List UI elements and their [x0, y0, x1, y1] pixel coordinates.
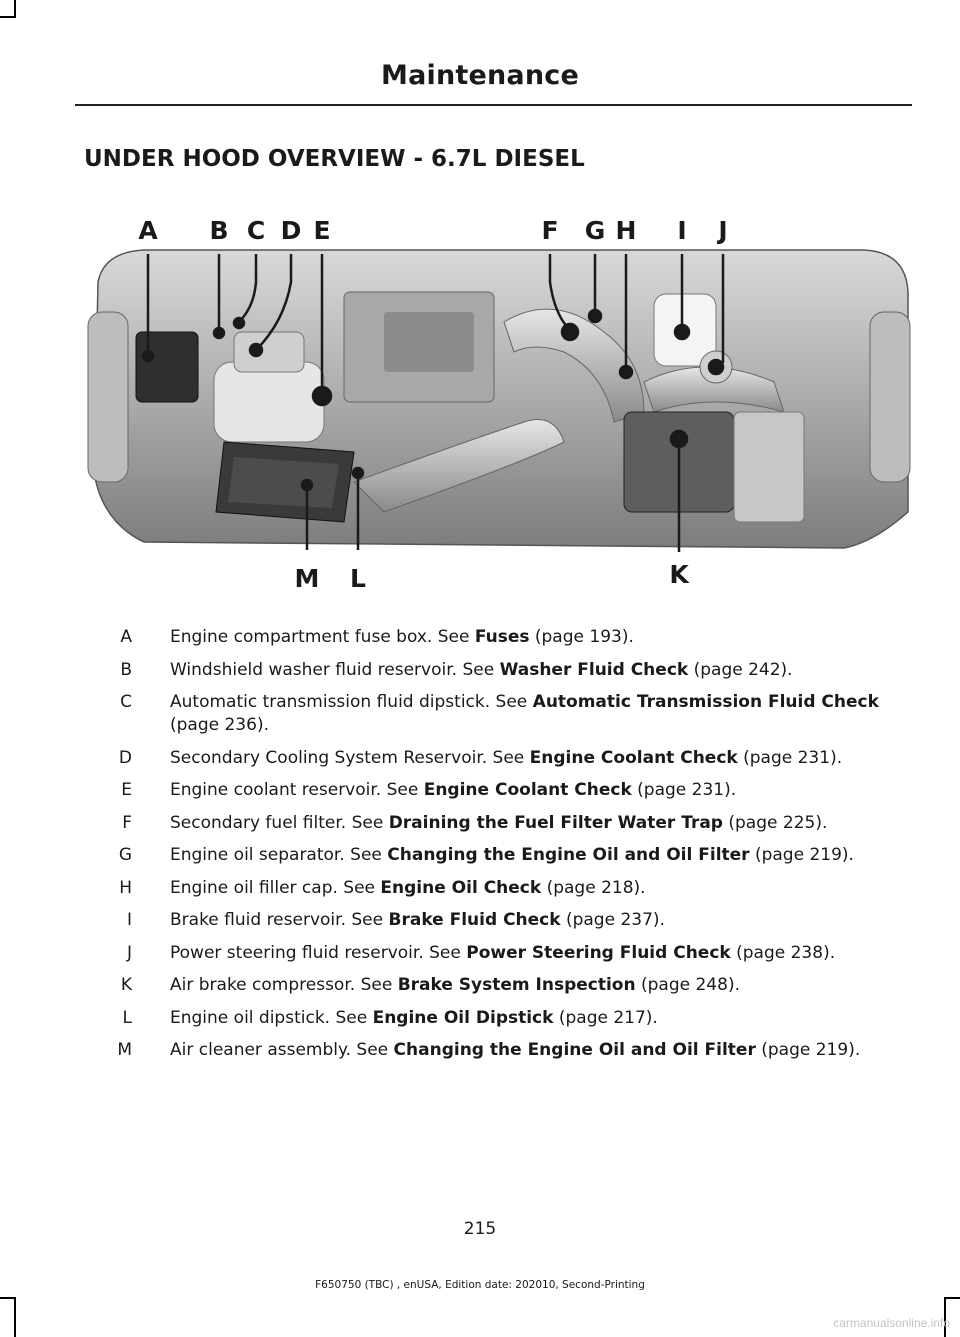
legend-description: Brake fluid reservoir. See [170, 910, 389, 930]
legend-text [170, 747, 914, 770]
legend-row [84, 779, 914, 802]
legend-letter: L [122, 1007, 132, 1028]
edition-footer: F650750 (TBC) , enUSA, Edition date: 202010, Second-Printing [315, 1279, 645, 1291]
legend-text [170, 974, 914, 997]
legend-row [84, 747, 914, 770]
legend-description: Engine oil dipstick. See [170, 1007, 373, 1028]
legend-text [170, 779, 914, 802]
legend-description: Power steering fluid reservoir. See [170, 942, 467, 963]
callout-label-k: K [669, 560, 689, 589]
legend-description: Air cleaner assembly. See [170, 1040, 394, 1060]
legend-description: Engine oil filler cap. See [170, 877, 381, 898]
cross-reference-link[interactable]: Engine Coolant Check [529, 747, 738, 768]
legend-list [84, 626, 914, 1072]
legend-row [84, 909, 914, 932]
cross-reference-link[interactable]: Draining the Fuel Filter Water Trap [388, 812, 723, 833]
page-reference: (page 219). [755, 1040, 861, 1060]
legend-text [170, 1007, 914, 1030]
legend-letter: F [122, 812, 132, 833]
legend-letter: C [120, 692, 132, 712]
legend-text [170, 812, 914, 835]
legend-description: Air brake compressor. See [170, 975, 398, 995]
legend-description: Windshield washer fluid reservoir. See [170, 659, 500, 680]
legend-row [84, 812, 914, 835]
legend-text [170, 877, 914, 900]
callout-label-m: M [294, 564, 320, 593]
legend-text [170, 659, 914, 682]
cross-reference-link[interactable]: Engine Oil Dipstick [372, 1007, 554, 1028]
page-reference: (page 231). [737, 747, 843, 768]
cross-reference-link[interactable]: Engine Oil Check [380, 877, 542, 898]
legend-text [170, 691, 914, 737]
legend-row [84, 974, 914, 997]
callout-label-b: B [209, 216, 229, 245]
section-title: UNDER HOOD OVERVIEW - 6.7L DIESEL [84, 146, 585, 172]
page-number: 215 [463, 1219, 497, 1239]
legend-letter: H [119, 877, 132, 898]
crop-mark [14, 1297, 16, 1337]
legend-letter: E [121, 780, 132, 800]
callout-label-f: F [541, 216, 559, 245]
legend-letter: I [126, 910, 132, 930]
crop-mark [14, 0, 16, 18]
callout-label-l: L [350, 564, 366, 593]
callout-label-d: D [280, 216, 302, 245]
cross-reference-link[interactable]: Fuses [474, 627, 530, 647]
legend-letter: M [117, 1040, 132, 1060]
engine-bay-figure [84, 212, 920, 598]
callout-label-e: E [313, 216, 331, 245]
page-reference: (page 237). [560, 910, 665, 930]
legend-letter: K [120, 975, 132, 995]
cross-reference-link[interactable]: Brake Fluid Check [388, 910, 561, 930]
legend-row [84, 844, 914, 867]
page-header-title: Maintenance [381, 60, 579, 91]
legend-row [84, 659, 914, 682]
cross-reference-link[interactable]: Power Steering Fluid Check [466, 942, 731, 963]
crop-mark [0, 1297, 14, 1299]
legend-row [84, 942, 914, 965]
cross-reference-link[interactable]: Automatic Transmission Fluid Check [532, 692, 879, 712]
legend-letter: J [126, 942, 132, 963]
watermark: carmanualsonline.info [833, 1316, 950, 1330]
legend-description: Automatic transmission fluid dipstick. See [170, 692, 533, 712]
crop-mark [0, 16, 14, 18]
callout-label-h: H [615, 216, 637, 245]
page-reference: (page 225). [722, 812, 828, 833]
callout-label-g: G [584, 216, 606, 245]
engine-bay-illustration [84, 212, 920, 598]
cross-reference-link[interactable]: Washer Fluid Check [499, 659, 689, 680]
page-reference: (page 217). [553, 1007, 658, 1028]
page-reference: (page 248). [635, 975, 740, 995]
legend-text [170, 942, 914, 965]
legend-letter: D [118, 747, 132, 768]
page-reference: (page 236). [170, 715, 269, 735]
legend-text [170, 626, 914, 649]
cross-reference-link[interactable]: Changing the Engine Oil and Oil Filter [387, 845, 750, 865]
header-divider [75, 104, 912, 106]
legend-description: Secondary Cooling System Reservoir. See [170, 747, 530, 768]
legend-text [170, 1039, 914, 1062]
cross-reference-link[interactable]: Engine Coolant Check [423, 780, 632, 800]
legend-row [84, 691, 914, 737]
callout-label-c: C [246, 216, 266, 245]
callout-label-i: I [677, 216, 687, 245]
legend-row [84, 626, 914, 649]
legend-description: Engine oil separator. See [170, 845, 388, 865]
legend-letter: G [118, 845, 132, 865]
page-reference: (page 231). [631, 780, 737, 800]
page-reference: (page 242). [688, 659, 793, 680]
page-reference: (page 238). [730, 942, 836, 963]
legend-text [170, 844, 914, 867]
cross-reference-link[interactable]: Brake System Inspection [397, 975, 636, 995]
legend-description: Engine compartment fuse box. See [170, 627, 475, 647]
legend-row [84, 1007, 914, 1030]
legend-row [84, 1039, 914, 1062]
page-reference: (page 218). [541, 877, 646, 898]
legend-description: Engine coolant reservoir. See [170, 780, 424, 800]
legend-letter: A [120, 627, 132, 647]
callout-label-j: J [718, 216, 728, 245]
callout-label-a: A [138, 216, 158, 245]
crop-mark [946, 1297, 960, 1299]
cross-reference-link[interactable]: Changing the Engine Oil and Oil Filter [393, 1040, 756, 1060]
legend-letter: B [120, 659, 132, 680]
legend-text [170, 909, 914, 932]
legend-description: Secondary fuel filter. See [170, 812, 389, 833]
page-reference: (page 219). [749, 845, 854, 865]
page-reference: (page 193). [529, 627, 634, 647]
legend-row [84, 877, 914, 900]
